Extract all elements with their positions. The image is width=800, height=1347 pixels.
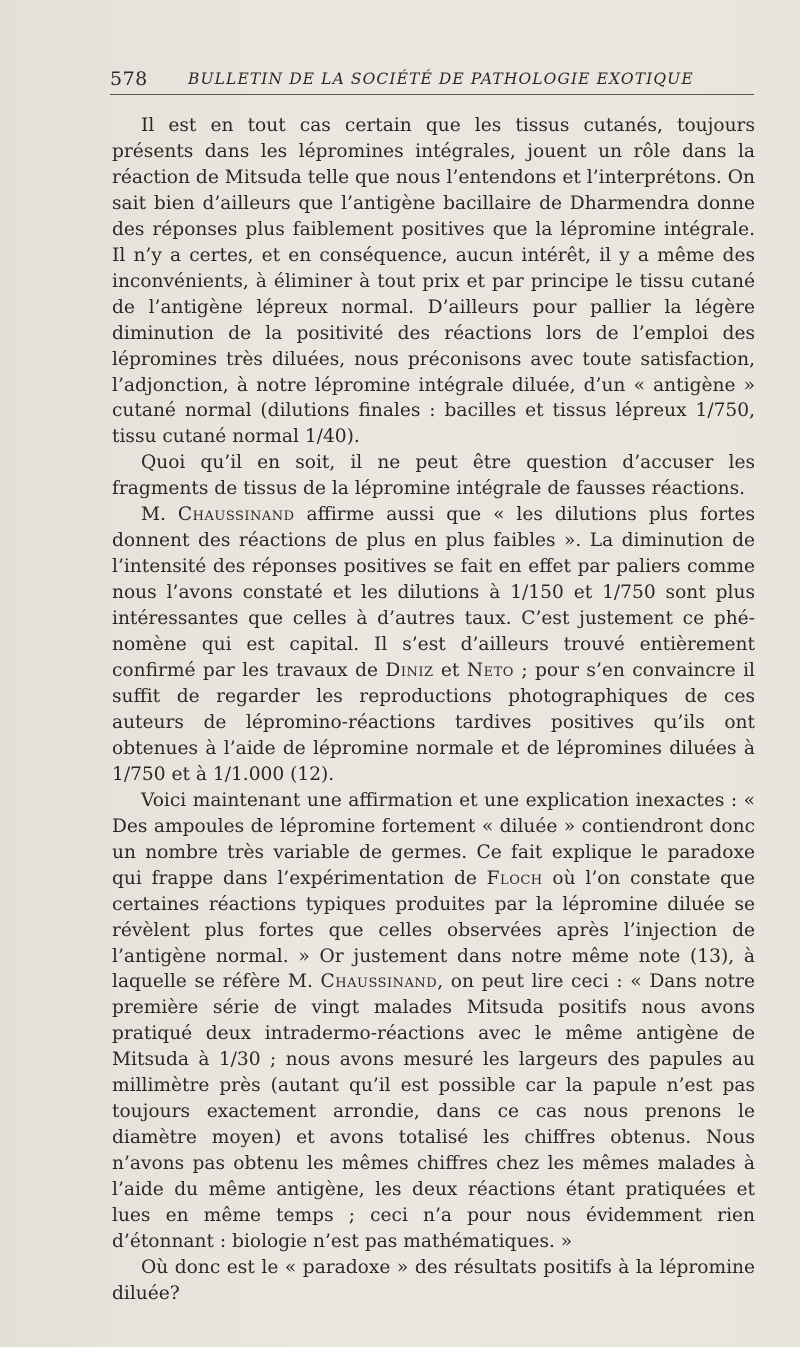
paragraph-2 <box>112 450 755 502</box>
paragraph-1-text: Il est en tout cas certain que les tissus cutanés, toujours présents dans les lépromines intégrales, jouent un rôle dans la réaction de Mitsuda telle que nous l’entendons et l’interprétons. On sait bien d’ailleurs que l’antigène bacillaire de Dharmendra donne des réponses plus faiblement positives que la lépromine intégrale. Il n’y a certes, et en conséquence, aucun intérêt, il y a même des inconvénients, à éliminer à tout prix et par principe le tissu cutané de l’antigène lépreux normal. D’ailleurs pour pallier la légère diminution de la positivité des réactions lors de l’emploi des lépromines très diluées, nous préconisons avec toute satisfaction, l’adjonction, à notre lépromine intégrale diluée, d’un « antigène » cutané normal (dilutions finales : bacilles et tissus lépreux 1/750, tissu cutané normal 1/40). <box>112 115 755 448</box>
paragraph-1 <box>112 113 755 450</box>
running-head: BULLETIN DE LA SOCIÉTÉ DE PATHOLOGIE EXOTIQUE <box>188 70 694 88</box>
author-name: Neto <box>466 660 514 682</box>
paragraph-4 <box>112 788 755 1255</box>
author-name: Floch <box>486 867 543 889</box>
author-name: Diniz <box>385 660 434 682</box>
body-text <box>112 113 755 1307</box>
paragraph-4-text-c: , on peut lire ceci : « Dans notre première série de vingt malades Mitsuda positifs nous avons pratiqué deux intradermo-réactions avec le même antigène de Mitsuda à 1/30 ; nous avons mesuré les largeurs des papules au millimètre près (autant qu’il est possible car la papule n’est pas toujours exactement arrondie, dans ce cas nous prenons le diamètre moyen) et avons totalisé les chiffres obtenus. Nous n’avons pas obtenu les mêmes chiffres chez les mêmes malades à l’aide du même antigène, les deux réactions étant pratiquées et lues en même temps ; ceci n’a pour nous évidemment rien d’étonnant : biologie n’est pas mathématiques. » <box>112 971 755 1252</box>
paragraph-3-text-c: ; pour s’en convaincre il suffit de regarder les reproductions photographiques de ces auteurs de lépromino-réactions tardives positives qu’ils ont obtenues à l’aide de lépromine normale et de lépromines diluées à 1/750 et à 1/1.000 (12). <box>112 660 755 785</box>
paragraph-3-text-b: et <box>433 660 467 682</box>
paragraph-2-text: Quoi qu’il en soit, il ne peut être question d’accuser les fragments de tissus de la lépromine intégrale de fausses réactions. <box>112 452 755 500</box>
paragraph-5-text: Où donc est le « paradoxe » des résultats positifs à la lépromine diluée? <box>112 1256 755 1304</box>
author-name: Chaussinand <box>177 504 295 526</box>
author-name: Chaussinand <box>320 971 438 993</box>
paragraph-5 <box>112 1255 755 1307</box>
page-number: 578 <box>110 68 148 90</box>
paragraph-3: M. Chaussinand affirme aussi que « les dilutions plus fortes donnent des réactions de plus en plus faibles ». La diminution de l’intensité des réponses positives se fait en effet par paliers comme nous l’avons constaté et les dilutions à 1/150 et 1/750 sont plus intéressantes que celles à d’autres taux. C’est justement ce phénomène qui est capital. Il s’est d’ailleurs trouvé entièrement confirmé par les travaux de Diniz et Neto ; pour s’en convaincre il suffit de regarder les reproductions photographiques de ces auteurs de lépromino-réactions tardives positives qu’ils ont obtenues à l’aide de lépromine normale et de lépromines diluées à 1/750 et à 1/1.000 (12). <box>112 504 755 785</box>
page-header <box>110 60 754 95</box>
paragraph-4-text-b: où l’on constate que certaines réactions typiques produites par la lépromine diluée se révèlent plus fortes que celles observées après l’injection de l’antigène normal. » Or justement dans notre même note (13), à laquelle se réfère M. <box>112 867 755 993</box>
paragraph-4-text-a: Voici maintenant une affirmation et une explication inexactes : « Des ampoules de lépromine fortement « diluée » contiendront donc un nombre très variable de germes. Ce fait explique le paradoxe qui frappe dans l’expérimentation de <box>112 789 755 889</box>
paragraph-3-text-a: affirme aussi que « les dilutions plus fortes donnent des réactions de plus en plus faibles ». La diminution de l’intensité des réponses positives se fait en effet par paliers comme nous l’avons constaté et les dilutions à 1/150 et 1/750 sont plus intéressantes que celles à d’autres taux. C’est justement ce phénomène qui est capital. Il s’est d’ailleurs trouvé entièrement confirmé par les travaux de <box>112 504 755 682</box>
